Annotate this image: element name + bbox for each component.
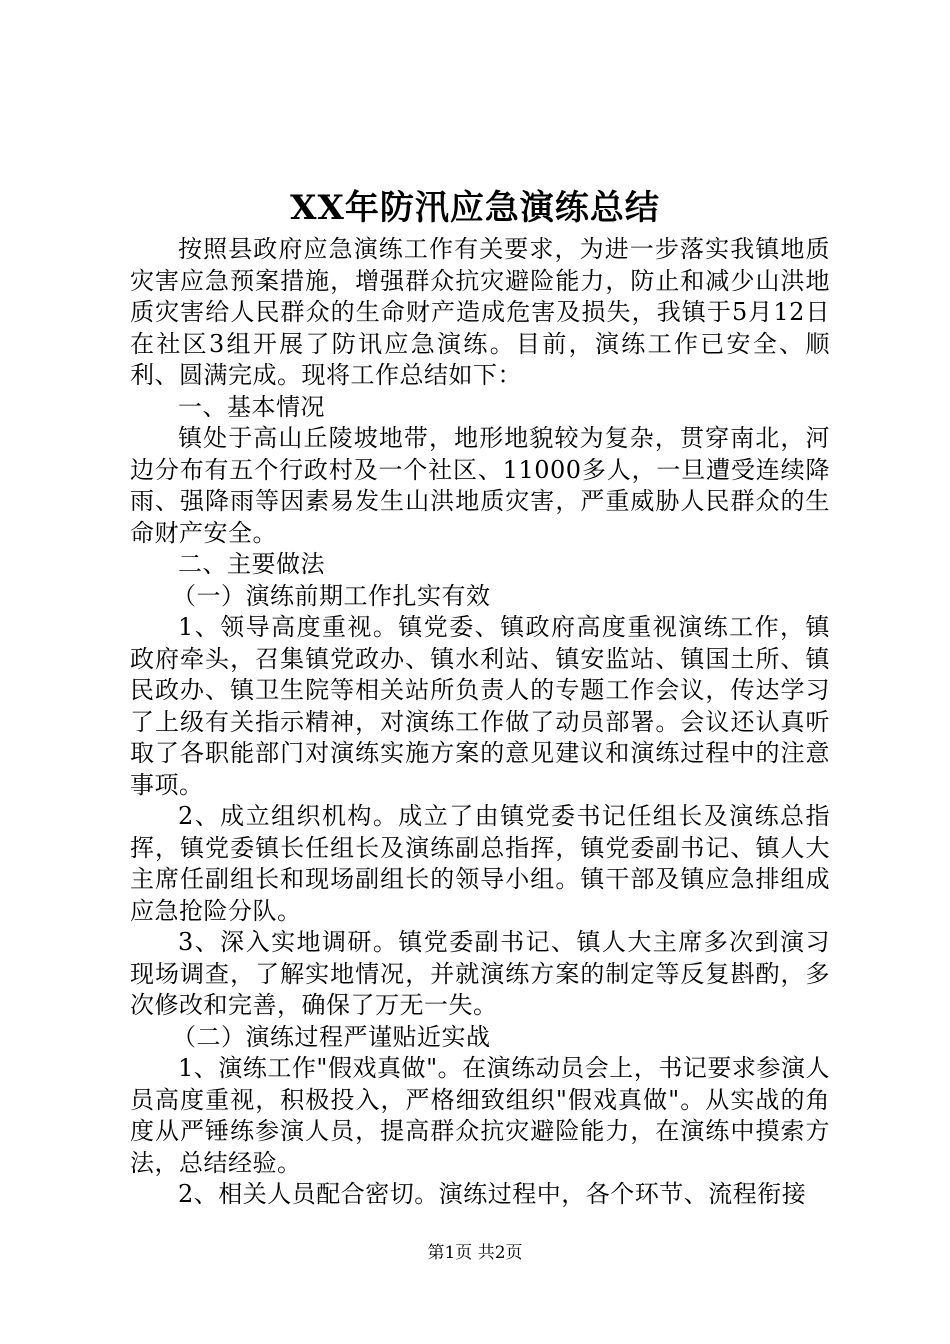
document-body: [130, 234, 830, 1211]
basic-situation-paragraph: 镇处于高山丘陵坡地带，地形地貌较为复杂，贯穿南北，河边分布有五个行政村及一个社区、11000多人，一旦遭受连续降雨、强降雨等因素易发生山洪地质灾害，严重威胁人民群众的生命财产安全。: [130, 424, 830, 547]
page-footer: 第1页 共2页: [427, 1243, 523, 1263]
paragraph-realistic-drill: 1、演练工作"假戏真做"。在演练动员会上，书记要求参演人员高度重视，积极投入，严格细致组织"假戏真做"。从实战的角度从严锤练参演人员，提高群众抗灾避险能力，在演练中摸索方法，总结经验。: [130, 1054, 830, 1177]
paragraph-leadership: 1、领导高度重视。镇党委、镇政府高度重视演练工作，镇政府牵头，召集镇党政办、镇水利站、镇安监站、镇国土所、镇民政办、镇卫生院等相关站所负责人的专题工作会议，传达学习了上级有关指示精神，对演练工作做了动员部署。会议还认真听取了各职能部门对演练实施方案的意见建议和演练过程中的注意事项。: [130, 613, 830, 799]
subsection-heading-drill-process: （二）演练过程严谨贴近实战: [172, 1022, 491, 1051]
paragraph-field-research: 3、深入实地调研。镇党委副书记、镇人大主席多次到演习现场调查，了解实地情况，并就演练方案的制定等反复斟酌，多次修改和完善，确保了万无一失。: [130, 928, 830, 1019]
section-heading-main-practices: 二、主要做法: [178, 550, 325, 578]
paragraph-cooperation: 2、相关人员配合密切。演练过程中，各个环节、流程衔接: [178, 1180, 807, 1208]
document-title: XX年防汛应急演练总结: [290, 188, 660, 228]
section-heading-basic-situation: 一、基本情况: [178, 392, 325, 421]
subsection-heading-early-work: （一）演练前期工作扎实有效: [172, 581, 491, 610]
paragraph-organization: 2、成立组织机构。成立了由镇党委书记任组长及演练总指挥，镇党委镇长任组长及演练副总指挥，镇党委副书记、镇人大主席任副组长和现场副组长的领导小组。镇干部及镇应急排组成应急抢险分队。: [130, 802, 830, 925]
intro-paragraph: 按照县政府应急演练工作有关要求，为进一步落实我镇地质灾害应急预案措施，增强群众抗灾避险能力，防止和减少山洪地质灾害给人民群众的生命财产造成危害及损失，我镇于5月12日在社区3组开展了防讯应急演练。目前，演练工作已安全、顺利、圆满完成。现将工作总结如下：: [130, 235, 830, 389]
